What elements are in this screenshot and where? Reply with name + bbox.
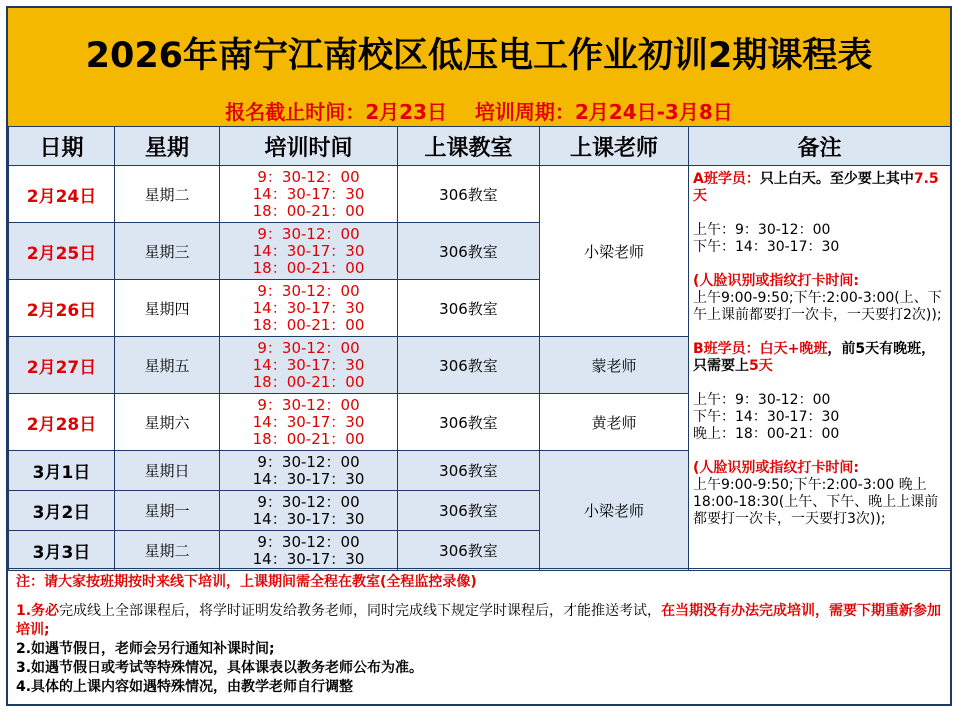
weekday-cell: 星期二 <box>115 531 220 571</box>
weekday-cell: 星期五 <box>115 337 220 394</box>
column-header-weekday: 星期 <box>115 127 220 166</box>
date-cell: 3月2日 <box>9 491 115 531</box>
time-slot: 14：30-17：30 <box>252 184 365 203</box>
class-a-afternoon: 下午：14：30-17：30 <box>693 239 840 255</box>
time-slot: 9：30-12：00 <box>257 492 360 511</box>
time-slot: 9：30-12：00 <box>257 452 360 471</box>
weekday-cell: 星期四 <box>115 280 220 337</box>
room-cell: 306教室 <box>398 166 540 223</box>
class-b-evening: 晚上：18：00-21：00 <box>693 426 840 442</box>
time-slot: 9：30-12：00 <box>257 532 360 551</box>
class-b-checkin-text: 上午9:00-9:50;下午:2:00-3:00 晚上18:00-18:30(上午、下午、晚上上课前都要打一次卡，一天要打3次)); <box>693 477 939 527</box>
deadline-text: 报名截止时间：2月23日 <box>225 100 447 124</box>
room-cell: 306教室 <box>398 531 540 571</box>
time-cell <box>220 337 398 394</box>
time-slot: 14：30-17：30 <box>252 549 365 568</box>
time-cell <box>220 531 398 571</box>
footer-item-3: 3.如遇节假日或考试等特殊情况，具体课表以教务老师公布为准。 <box>16 660 424 676</box>
time-cell <box>220 394 398 451</box>
date-cell: 2月28日 <box>9 394 115 451</box>
time-slot: 14：30-17：30 <box>252 298 365 317</box>
time-cell <box>220 223 398 280</box>
column-header-notes: 备注 <box>689 127 951 166</box>
date-cell: 2月26日 <box>9 280 115 337</box>
room-cell: 306教室 <box>398 394 540 451</box>
class-a-checkin-text: 上午9:00-9:50;下午:2:00-3:00(上、下午上课前都要打一次卡，一天要打2次)); <box>693 290 942 323</box>
time-slot: 14：30-17：30 <box>252 469 365 488</box>
time-slot: 9：30-12：00 <box>257 167 360 186</box>
room-cell: 306教室 <box>398 491 540 531</box>
time-slot: 18：00-21：00 <box>252 372 365 391</box>
time-slot: 9：30-12：00 <box>257 224 360 243</box>
class-b-afternoon: 下午：14：30-17：30 <box>693 409 840 425</box>
class-b-heading: B班学员：白天+晚班，前5天有晚班，只需要上5天 <box>693 341 936 374</box>
room-cell: 306教室 <box>398 337 540 394</box>
class-a-checkin-title: (人脸识别或指纹打卡时间: <box>693 273 859 289</box>
weekday-cell: 星期六 <box>115 394 220 451</box>
time-slot: 14：30-17：30 <box>252 509 365 528</box>
time-slot: 18：00-21：00 <box>252 258 365 277</box>
time-slot: 9：30-12：00 <box>257 338 360 357</box>
table-row <box>9 166 951 223</box>
notes-cell <box>689 166 951 571</box>
room-cell: 306教室 <box>398 451 540 491</box>
date-cell: 3月1日 <box>9 451 115 491</box>
date-cell: 2月27日 <box>9 337 115 394</box>
footer-note: 注：请大家按班期按时来线下培训，上课期间需全程在教室(全程监控录像) <box>16 574 477 590</box>
training-period-text: 培训周期：2月24日-3月8日 <box>474 100 733 124</box>
column-header-time: 培训时间 <box>220 127 398 166</box>
time-slot: 14：30-17：30 <box>252 355 365 374</box>
time-slot: 14：30-17：30 <box>252 241 365 260</box>
header-row <box>9 127 951 166</box>
date-cell: 2月24日 <box>9 166 115 223</box>
date-cell: 3月3日 <box>9 531 115 571</box>
title-banner <box>8 8 950 128</box>
time-slot: 18：00-21：00 <box>252 201 365 220</box>
teacher-cell: 小梁老师 <box>540 166 689 337</box>
time-cell <box>220 451 398 491</box>
page-title: 2026年南宁江南校区低压电工作业初训2期课程表 <box>85 36 873 76</box>
time-slot: 18：00-21：00 <box>252 429 365 448</box>
teacher-cell: 小梁老师 <box>540 451 689 571</box>
class-b-morning: 上午：9：30-12：00 <box>693 392 831 408</box>
enrollment-info <box>8 96 950 125</box>
weekday-cell: 星期日 <box>115 451 220 491</box>
weekday-cell: 星期三 <box>115 223 220 280</box>
column-header-teacher: 上课老师 <box>540 127 689 166</box>
column-header-date: 日期 <box>9 127 115 166</box>
teacher-cell: 蒙老师 <box>540 337 689 394</box>
time-cell <box>220 491 398 531</box>
room-cell: 306教室 <box>398 280 540 337</box>
schedule-sheet <box>6 6 952 706</box>
footer-item-1: 1.务必完成线上全部课程后，将学时证明发给教务老师，同时完成线下规定学时课程后，才能推送考试，在当期没有办法完成培训，需要下期重新参加培训; <box>16 603 942 638</box>
footer-item-4: 4.具体的上课内容如遇特殊情况，由教学老师自行调整 <box>16 679 354 695</box>
column-header-room: 上课教室 <box>398 127 540 166</box>
teacher-cell: 黄老师 <box>540 394 689 451</box>
time-slot: 9：30-12：00 <box>257 395 360 414</box>
schedule-table <box>8 126 951 571</box>
time-slot: 14：30-17：30 <box>252 412 365 431</box>
class-b-checkin-title: (人脸识别或指纹打卡时间: <box>693 460 859 476</box>
time-slot: 9：30-12：00 <box>257 281 360 300</box>
footer-item-2: 2.如遇节假日，老师会另行通知补课时间; <box>16 641 275 657</box>
class-a-morning: 上午：9：30-12：00 <box>693 222 831 238</box>
weekday-cell: 星期二 <box>115 166 220 223</box>
date-cell: 2月25日 <box>9 223 115 280</box>
class-a-heading: A班学员：只上白天。至少要上其中7.5天 <box>693 171 939 204</box>
time-slot: 18：00-21：00 <box>252 315 365 334</box>
time-cell <box>220 166 398 223</box>
footer-notes <box>8 568 950 704</box>
time-cell <box>220 280 398 337</box>
room-cell: 306教室 <box>398 223 540 280</box>
weekday-cell: 星期一 <box>115 491 220 531</box>
